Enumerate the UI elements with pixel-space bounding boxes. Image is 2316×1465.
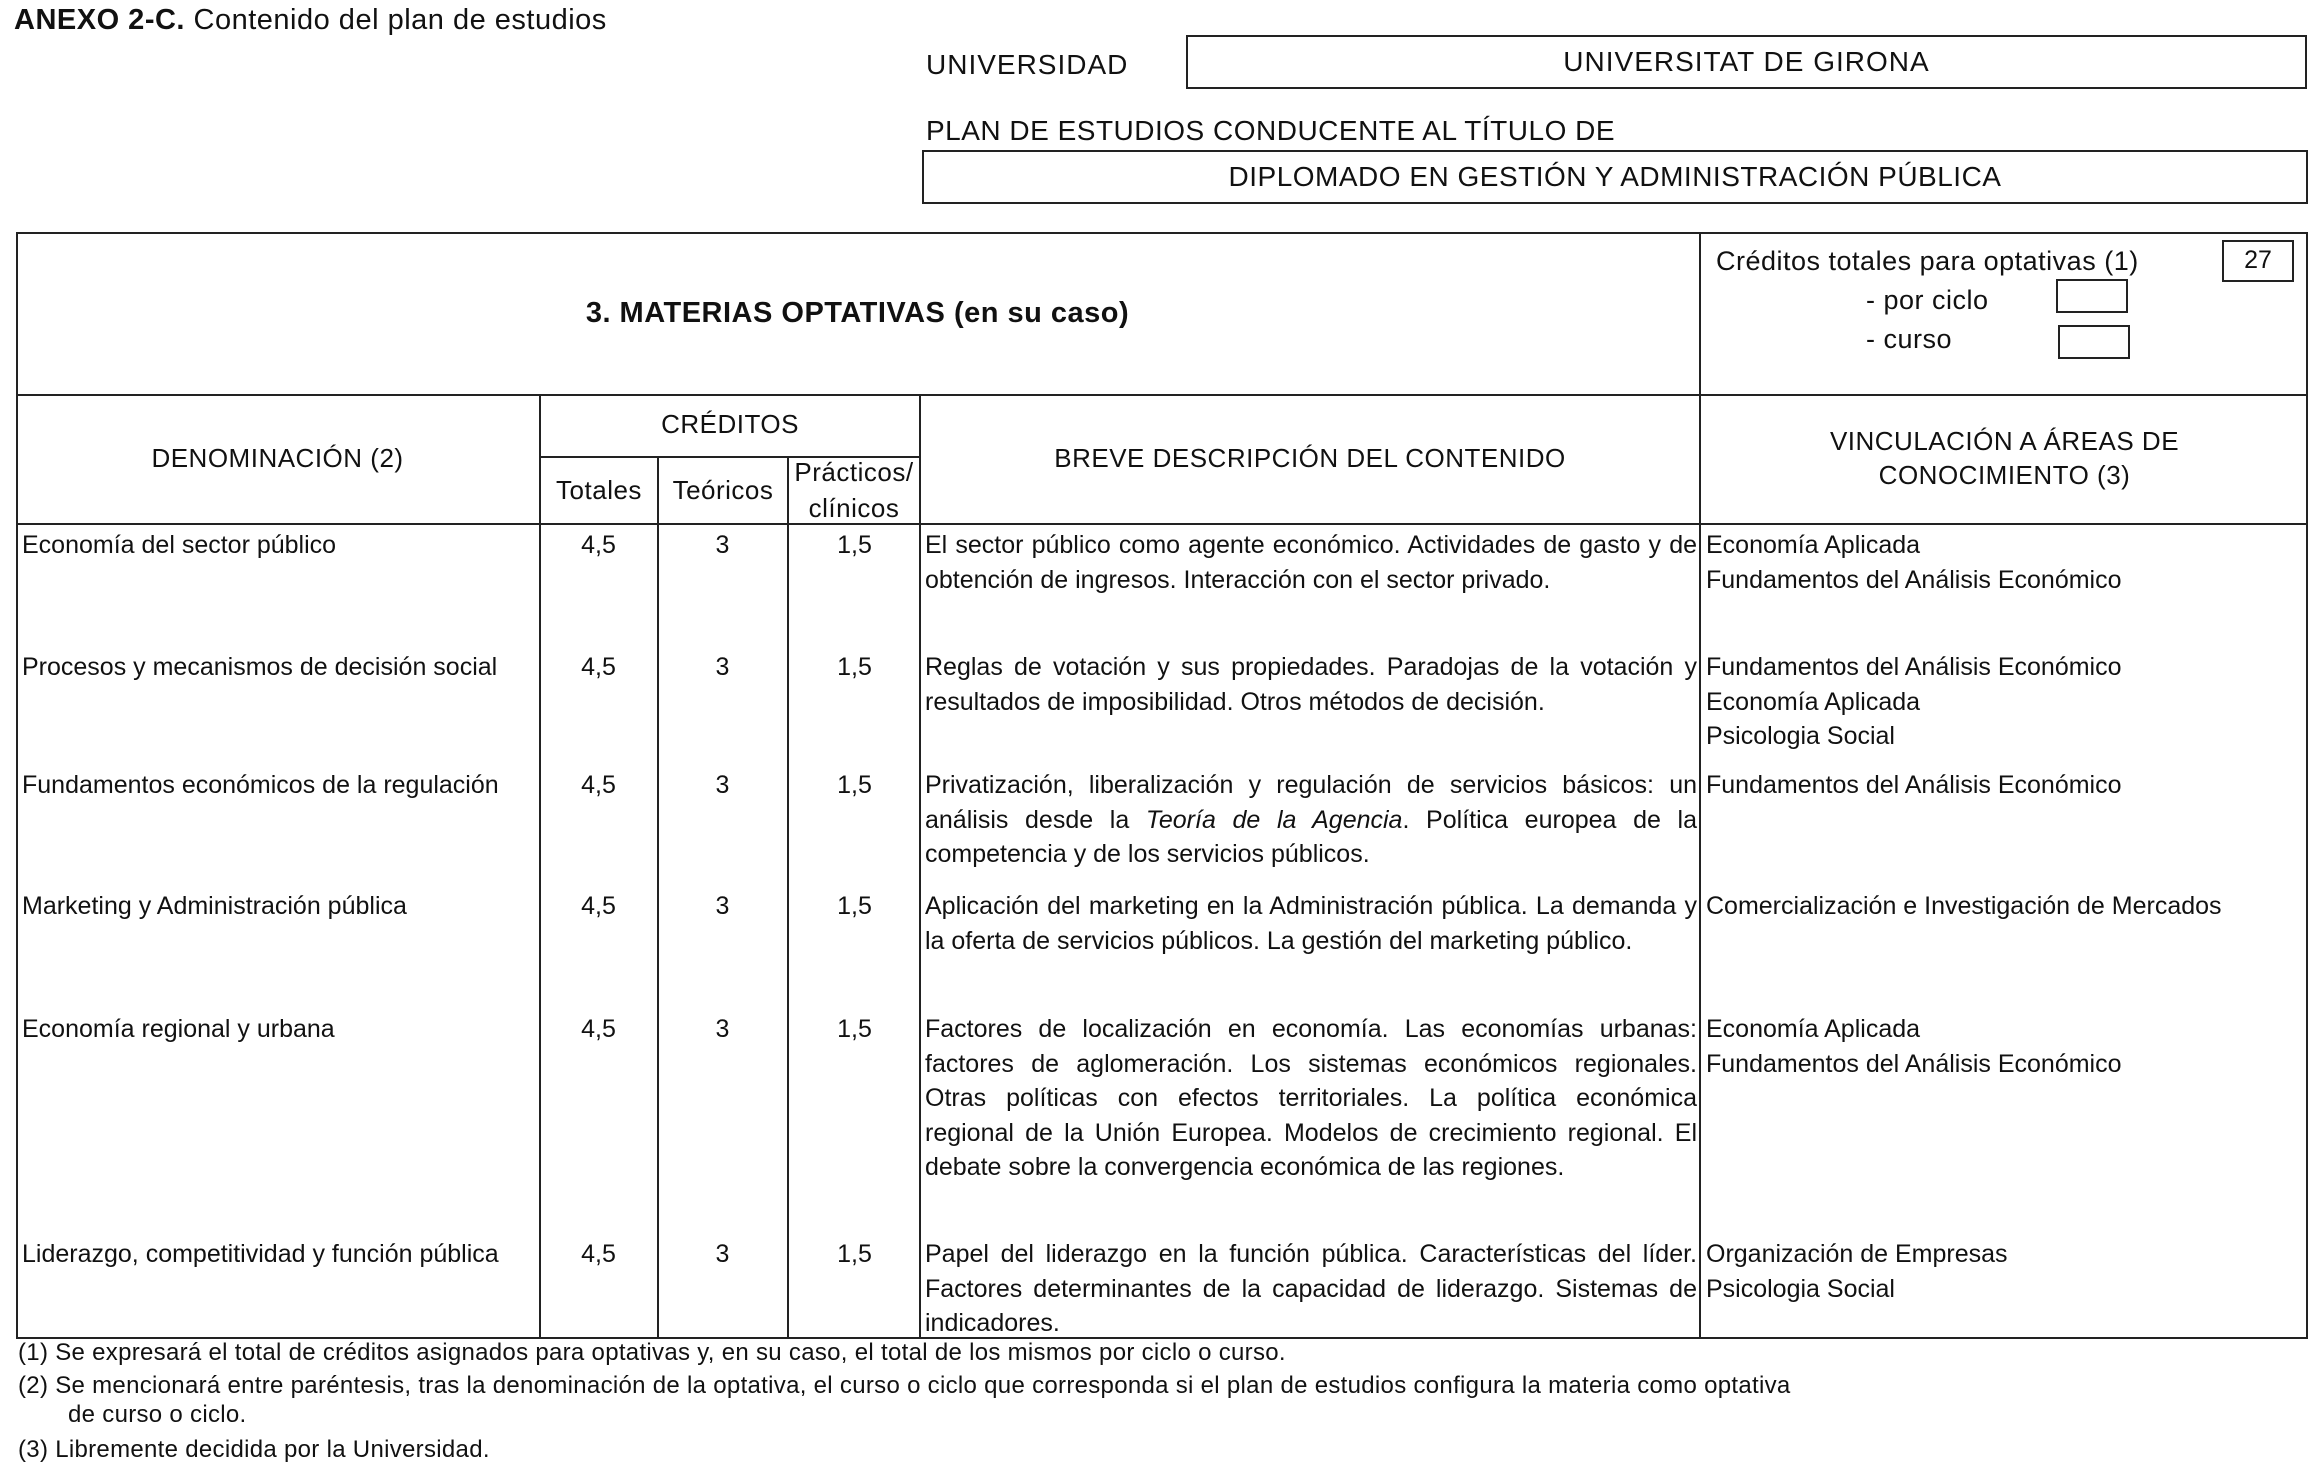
row-totales: 4,5	[581, 771, 616, 799]
row-practicos: 1,5	[837, 653, 872, 681]
row-areas	[1706, 889, 2306, 924]
row-denominacion: Liderazgo, competitividad y función pública	[22, 1240, 499, 1268]
row-teoricos: 3	[715, 531, 730, 559]
row-denominacion: Fundamentos económicos de la regulación	[22, 771, 499, 799]
plan-label: PLAN DE ESTUDIOS CONDUCENTE AL TÍTULO DE	[926, 115, 1616, 146]
curso-label: - curso	[1866, 324, 1953, 354]
area-item: Fundamentos del Análisis Económico	[1706, 565, 2122, 594]
row-areas	[1706, 528, 2306, 597]
row-teoricos: 3	[715, 653, 730, 681]
curso-box	[2058, 325, 2130, 359]
creditos-totales-value: 27	[2222, 240, 2294, 282]
row-totales: 4,5	[581, 892, 616, 920]
annex-number: ANEXO 2-C.	[14, 4, 185, 36]
area-item: Comercialización e Investigación de Mercados	[1706, 892, 2222, 920]
area-item: Fundamentos del Análisis Económico	[1706, 771, 2122, 799]
row-areas	[1706, 1237, 2306, 1306]
area-item: Economía Aplicada	[1706, 531, 1921, 559]
row-denominacion: Marketing y Administración pública	[22, 892, 407, 920]
area-item: Organización de Empresas	[1706, 1240, 2008, 1268]
row-areas	[1706, 1012, 2306, 1081]
plan-field	[922, 150, 2308, 204]
row-areas	[1706, 768, 2306, 803]
row-totales: 4,5	[581, 1240, 616, 1268]
col-vinculacion-line2: CONOCIMIENTO (3)	[1878, 459, 2131, 490]
row-denominacion: Economía del sector público	[22, 531, 337, 559]
row-practicos: 1,5	[837, 1015, 872, 1043]
area-item: Economía Aplicada	[1706, 687, 1921, 716]
annex-title	[14, 4, 607, 37]
row-descripcion: Papel del liderazgo en la función pública. Características del líder. Factores determinantes de la capacidad de liderazgo. Sistemas de indicadores.	[925, 1240, 1697, 1337]
desc-text: Privatización, liberalización y regulación de servicios básicos: un análisis desde la	[925, 771, 1697, 834]
area-item: Fundamentos del Análisis Económico	[1706, 1049, 2122, 1078]
por-ciclo-box	[2056, 279, 2128, 313]
row-practicos: 1,5	[837, 771, 872, 799]
col-practicos	[789, 458, 919, 523]
row-descripcion: El sector público como agente económico. Actividades de gasto y de obtención de ingresos. Interacción con el sector privado.	[925, 531, 1697, 594]
row-practicos: 1,5	[837, 1240, 872, 1268]
col-teoricos: Teóricos	[672, 474, 774, 505]
area-item: Psicologia Social	[1706, 722, 1895, 750]
por-ciclo-label: - por ciclo	[1866, 285, 1989, 315]
desc-emphasis: Teoría de la Agencia	[1145, 805, 1403, 834]
row-totales: 4,5	[581, 653, 616, 681]
col-totales: Totales	[556, 474, 642, 505]
row-descripcion: Reglas de votación y sus propiedades. Paradojas de la votación y resultados de imposibilidad. Otros métodos de decisión.	[925, 653, 1697, 716]
row-descripcion: Aplicación del marketing en la Administración pública. La demanda y la oferta de servicios públicos. La gestión del marketing público.	[925, 892, 1697, 955]
desc-text: . Política europea de la competencia y de los servicios públicos.	[925, 805, 1697, 868]
row-teoricos: 3	[715, 892, 730, 920]
row-teoricos: 3	[715, 771, 730, 799]
footnote-2: (2) Se mencionará entre paréntesis, tras la denominación de la optativa, el curso o ciclo que corresponda si el plan de estudios configura la materia como optativa	[18, 1372, 1791, 1399]
creditos-totales-label: Créditos totales para optativas (1)	[1716, 246, 2139, 276]
table-rule-header-bottom	[16, 523, 2308, 525]
universidad-label: UNIVERSIDAD	[926, 49, 1129, 80]
footnote-2-continued: de curso o ciclo.	[68, 1401, 247, 1428]
row-areas	[1706, 650, 2306, 754]
universidad-value: UNIVERSITAT DE GIRONA	[1563, 46, 1930, 77]
annex-subtitle: Contenido del plan de estudios	[184, 4, 607, 36]
plan-value: DIPLOMADO EN GESTIÓN Y ADMINISTRACIÓN PÚBLICA	[1228, 161, 2002, 192]
row-totales: 4,5	[581, 1015, 616, 1043]
col-descripcion: BREVE DESCRIPCIÓN DEL CONTENIDO	[1054, 442, 1566, 473]
footnotes	[18, 1338, 1791, 1464]
row-descripcion: Factores de localización en economía. Las economías urbanas: factores de aglomeración. Los sistemas económicos regionales. Otras políticas con efectos territoriales. La política económica regional de la Unión Europea. Modelos de crecimiento regional. El debate sobre la convergencia económica de las regiones.	[925, 1015, 1697, 1181]
col-denominacion: DENOMINACIÓN (2)	[151, 442, 404, 473]
row-practicos: 1,5	[837, 892, 872, 920]
footnote-3: (3) Libremente decidida por la Universidad.	[18, 1436, 490, 1463]
row-practicos: 1,5	[837, 531, 872, 559]
col-vinculacion-line1: VINCULACIÓN A ÁREAS DE	[1829, 425, 2180, 456]
section-title: 3. MATERIAS OPTATIVAS (en su caso)	[585, 296, 1130, 329]
area-item: Fundamentos del Análisis Económico	[1706, 653, 2122, 681]
row-denominacion: Economía regional y urbana	[22, 1015, 335, 1043]
row-totales: 4,5	[581, 531, 616, 559]
row-teoricos: 3	[715, 1240, 730, 1268]
row-teoricos: 3	[715, 1015, 730, 1043]
col-practicos-line1: Prácticos/	[794, 457, 914, 488]
footnote-1: (1) Se expresará el total de créditos asignados para optativas y, en su caso, el total de los mismos por ciclo o curso.	[18, 1339, 1286, 1366]
area-item: Psicologia Social	[1706, 1274, 1895, 1303]
area-item: Economía Aplicada	[1706, 1015, 1921, 1043]
universidad-field	[1186, 35, 2307, 89]
col-creditos: CRÉDITOS	[661, 409, 799, 440]
row-descripcion	[925, 768, 1697, 872]
col-practicos-line2: clínicos	[808, 492, 900, 523]
col-vinculacion	[1701, 394, 2308, 523]
row-denominacion: Procesos y mecanismos de decisión social	[22, 653, 498, 681]
